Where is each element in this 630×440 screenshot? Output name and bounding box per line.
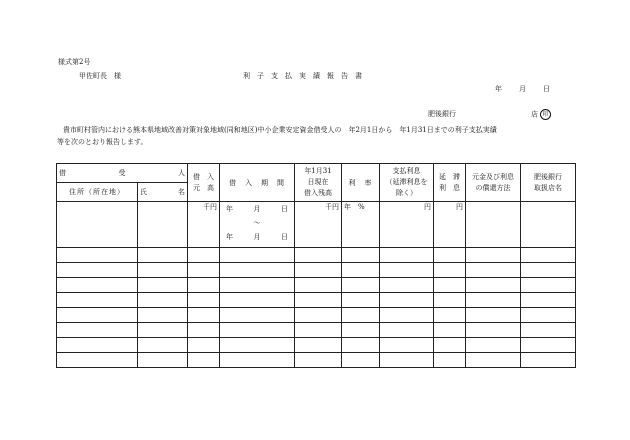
balance-header-line2: 日現在 — [307, 178, 329, 186]
period-end-year: 年 — [226, 233, 233, 241]
period-cell[interactable] — [220, 202, 295, 248]
table-cell[interactable] — [380, 323, 434, 338]
table-cell[interactable] — [138, 323, 188, 338]
branch-header-line1: 肥後銀行 — [534, 172, 562, 181]
amount-cell[interactable] — [188, 202, 220, 248]
borrower-header-a: 借 — [59, 169, 66, 177]
table-cell[interactable] — [295, 263, 342, 278]
rate-unit: 年 % — [344, 203, 365, 211]
header-row-1 — [57, 164, 576, 183]
table-cell[interactable] — [342, 308, 380, 323]
table-cell[interactable] — [380, 278, 434, 293]
table-cell[interactable] — [466, 278, 521, 293]
branch-header-line2: 取扱店名 — [534, 183, 562, 192]
table-cell[interactable] — [521, 278, 576, 293]
table-cell[interactable] — [521, 293, 576, 308]
table-cell[interactable] — [295, 353, 342, 368]
interest-unit: 円 — [424, 203, 431, 211]
table-cell[interactable] — [342, 338, 380, 353]
period-end-day: 日 — [281, 233, 288, 241]
table-cell[interactable] — [434, 278, 466, 293]
form-number: 様式第2号 — [58, 58, 91, 66]
table-cell[interactable] — [138, 263, 188, 278]
table-cell[interactable] — [188, 293, 220, 308]
body-text — [57, 124, 577, 148]
balance-header-line3: 借入残高 — [304, 189, 332, 197]
balance-cell[interactable] — [295, 202, 342, 248]
table-cell[interactable] — [295, 323, 342, 338]
period-start-year: 年 — [226, 205, 233, 213]
borrower-header-c: 人 — [178, 169, 185, 177]
table-row — [57, 278, 576, 293]
table-cell[interactable] — [138, 338, 188, 353]
table-cell[interactable] — [188, 338, 220, 353]
table-cell[interactable] — [138, 308, 188, 323]
table-cell[interactable] — [138, 248, 188, 263]
table-cell[interactable] — [466, 323, 521, 338]
date-day: 日 — [543, 85, 550, 93]
overdue-unit: 円 — [456, 203, 463, 211]
table-cell[interactable] — [220, 293, 295, 308]
table-cell[interactable] — [380, 308, 434, 323]
period-tilde: 〜 — [253, 219, 261, 227]
table-cell[interactable] — [138, 278, 188, 293]
overdue-cell[interactable] — [434, 202, 466, 248]
name-header-b: 名 — [178, 188, 185, 196]
method-header — [466, 164, 521, 202]
table-cell[interactable] — [521, 338, 576, 353]
overdue-header-line2: 利 息 — [439, 183, 460, 192]
table-cell[interactable] — [380, 263, 434, 278]
balance-header-line1: 年1月31 — [304, 167, 332, 175]
page-title: 利 子 支 払 実 績 報 告 書 — [243, 72, 362, 80]
interest-cell[interactable] — [380, 202, 434, 248]
method-header-line2: の償還方法 — [475, 183, 511, 192]
table-row — [57, 338, 576, 353]
method-header-line1: 元金及び利息 — [472, 172, 514, 181]
amount-header-line2: 元 高 — [193, 183, 214, 192]
table-cell[interactable] — [521, 323, 576, 338]
period-end — [222, 230, 292, 244]
interest-report-table — [56, 163, 576, 368]
interest-header — [380, 164, 434, 202]
balance-header — [295, 164, 342, 202]
table-cell[interactable] — [466, 353, 521, 368]
branch-cell[interactable] — [521, 202, 576, 248]
table-cell[interactable] — [295, 278, 342, 293]
table-cell[interactable] — [220, 308, 295, 323]
table-cell[interactable] — [342, 248, 380, 263]
table-cell[interactable] — [57, 278, 138, 293]
table-cell[interactable] — [521, 263, 576, 278]
period-end-month: 月 — [253, 233, 261, 241]
table-cell[interactable] — [342, 353, 380, 368]
body-line-1: 貴市町村管内における熊本県地域改善対策対象地域(同和地区)中小企業安定資金借受人の 年2月1日から 年1月31日までの利子支払実績 — [63, 126, 497, 134]
table-cell[interactable] — [342, 263, 380, 278]
table-cell[interactable] — [295, 248, 342, 263]
table-cell[interactable] — [434, 323, 466, 338]
table-cell[interactable] — [188, 248, 220, 263]
interest-header-line1: 支払利息 — [392, 167, 421, 175]
table-cell[interactable] — [521, 248, 576, 263]
table-cell[interactable] — [57, 308, 138, 323]
table-cell[interactable] — [138, 353, 188, 368]
table-cell[interactable] — [434, 308, 466, 323]
rate-cell[interactable] — [342, 202, 380, 248]
table-cell[interactable] — [295, 338, 342, 353]
table-cell[interactable] — [57, 323, 138, 338]
overdue-header-line1: 延 滞 — [439, 172, 460, 181]
table-cell[interactable] — [342, 293, 380, 308]
table-cell[interactable] — [466, 308, 521, 323]
table-cell[interactable] — [57, 293, 138, 308]
table-cell[interactable] — [220, 263, 295, 278]
table-row — [57, 263, 576, 278]
table-cell[interactable] — [466, 338, 521, 353]
method-cell[interactable] — [466, 202, 521, 248]
table-cell[interactable] — [521, 353, 576, 368]
address-cell[interactable] — [57, 202, 138, 248]
table-cell[interactable] — [434, 338, 466, 353]
table-cell[interactable] — [434, 248, 466, 263]
table-cell[interactable] — [188, 308, 220, 323]
period-header: 借 入 期 間 — [220, 164, 295, 202]
table-cell[interactable] — [188, 263, 220, 278]
table-cell[interactable] — [57, 338, 138, 353]
table-row — [57, 308, 576, 323]
table-cell[interactable] — [220, 323, 295, 338]
table-cell[interactable] — [138, 293, 188, 308]
table-cell[interactable] — [434, 293, 466, 308]
table-cell[interactable] — [434, 353, 466, 368]
period-start — [222, 202, 292, 216]
borrower-header — [57, 164, 188, 183]
seal-mark: 印 — [540, 109, 551, 120]
table-cell[interactable] — [466, 263, 521, 278]
rate-header: 利 率 — [342, 164, 380, 202]
table-row — [57, 248, 576, 263]
amount-unit: 千円 — [203, 203, 217, 211]
overdue-header — [434, 164, 466, 202]
date-year: 年 — [495, 85, 502, 93]
table-cell[interactable] — [466, 248, 521, 263]
table-cell[interactable] — [220, 338, 295, 353]
table-cell[interactable] — [342, 323, 380, 338]
interest-header-line2: （延滞利息を — [385, 178, 428, 186]
borrower-header-b: 受 — [118, 169, 126, 177]
branch-header — [521, 164, 576, 202]
table-cell[interactable] — [57, 263, 138, 278]
name-header — [138, 183, 188, 202]
table-cell[interactable] — [57, 353, 138, 368]
table-cell[interactable] — [188, 323, 220, 338]
table-cell[interactable] — [220, 353, 295, 368]
first-data-row — [57, 202, 576, 248]
table-cell[interactable] — [380, 338, 434, 353]
name-header-a: 氏 — [140, 188, 147, 196]
table-cell[interactable] — [220, 278, 295, 293]
bank-name: 肥後銀行 — [428, 110, 456, 118]
balance-unit: 千円 — [325, 203, 339, 211]
table-cell[interactable] — [521, 308, 576, 323]
table-cell[interactable] — [188, 278, 220, 293]
table-cell[interactable] — [434, 263, 466, 278]
table-row — [57, 323, 576, 338]
addressee: 甲佐町長 様 — [79, 72, 121, 80]
table-row — [57, 293, 576, 308]
table-cell[interactable] — [342, 278, 380, 293]
amount-header-line1: 借 入 — [193, 172, 214, 181]
period-start-day: 日 — [281, 205, 288, 213]
table-cell[interactable] — [57, 248, 138, 263]
table-cell[interactable] — [295, 293, 342, 308]
table-cell[interactable] — [466, 293, 521, 308]
table-cell[interactable] — [380, 248, 434, 263]
branch-label — [531, 109, 551, 120]
period-start-month: 月 — [253, 205, 261, 213]
interest-header-line3: 除く） — [396, 189, 417, 197]
table-cell[interactable] — [220, 248, 295, 263]
body-line-2: 等を次のとおり報告します。 — [57, 138, 148, 146]
address-header: 住所（所在地） — [57, 183, 138, 202]
branch-text: 店 — [531, 110, 538, 119]
amount-header — [188, 164, 220, 202]
table-cell[interactable] — [380, 293, 434, 308]
table-cell[interactable] — [380, 353, 434, 368]
date-month: 月 — [519, 85, 526, 93]
table-row — [57, 353, 576, 368]
name-cell[interactable] — [138, 202, 188, 248]
table-cell[interactable] — [188, 353, 220, 368]
table-cell[interactable] — [295, 308, 342, 323]
